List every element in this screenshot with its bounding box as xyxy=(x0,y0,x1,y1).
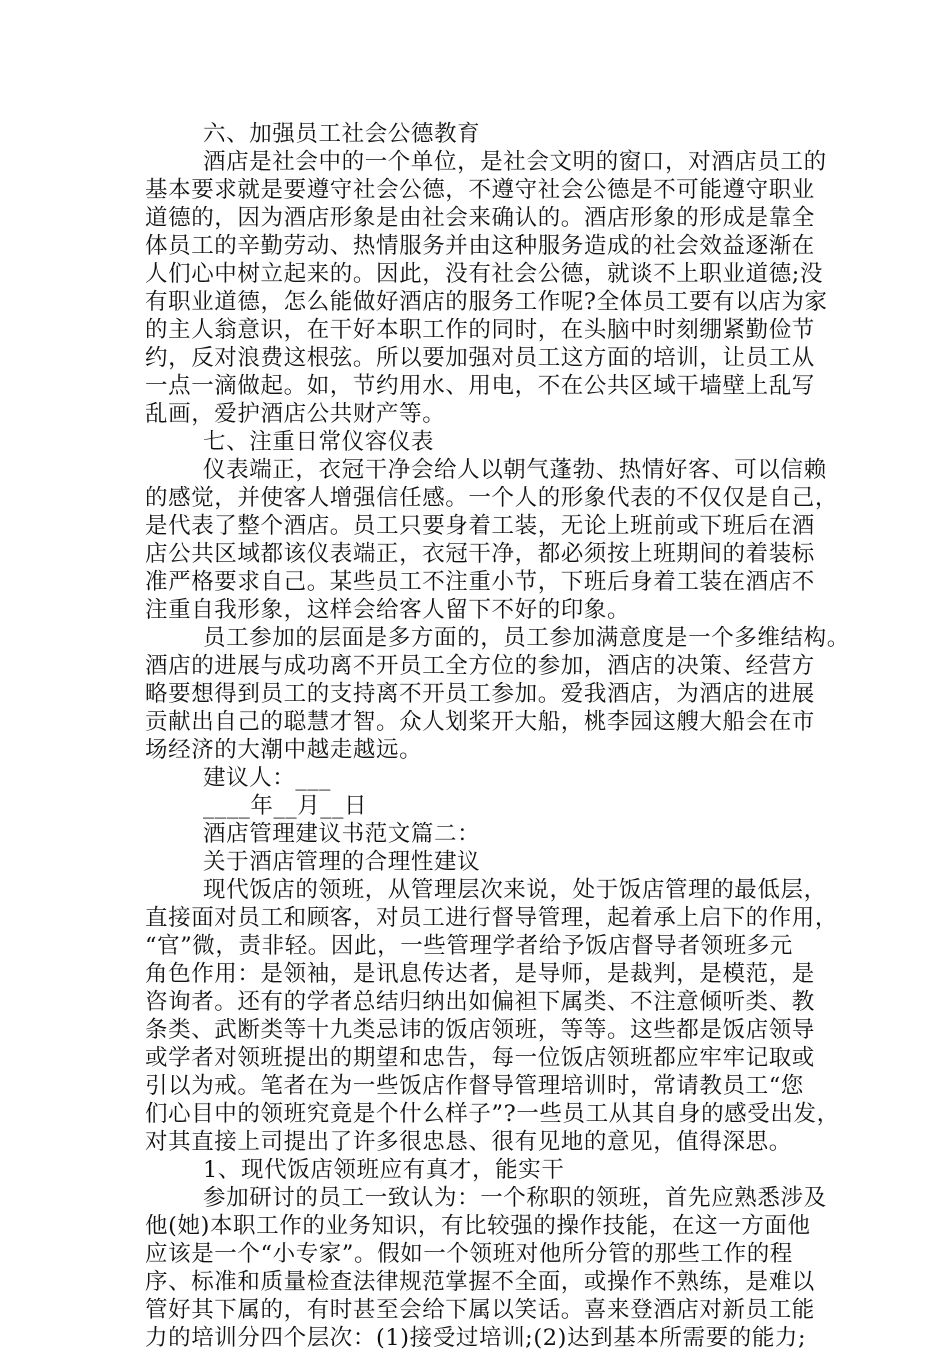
subsection-heading-one: 1、现代饭店领班应有真才，能实干 xyxy=(203,1157,565,1183)
proposer-line: 建议人：___ xyxy=(203,765,331,791)
paragraph-line: 乱画，爱护酒店公共财产等。 xyxy=(145,401,446,427)
paragraph-line: 有职业道德，怎么能做好酒店的服务工作呢?全体员工要有以店为家 xyxy=(145,289,828,315)
paragraph-line: 场经济的大潮中越走越远。 xyxy=(145,737,423,763)
section-heading-six: 六、加强员工社会公德教育 xyxy=(203,121,481,147)
paragraph-line: 参加研讨的员工一致认为：一个称职的领班，首先应熟悉涉及 xyxy=(203,1185,827,1211)
document-body xyxy=(145,120,850,1352)
article-two-subtitle: 关于酒店管理的合理性建议 xyxy=(203,849,481,875)
paragraph-line: 序、标准和质量检查法律规范掌握不全面，或操作不熟练，是难以 xyxy=(145,1269,815,1295)
paragraph-line: 注重自我形象，这样会给客人留下不好的印象。 xyxy=(145,597,631,623)
paragraph-line: 角色作用：是领袖，是讯息传达者，是导师，是裁判，是模范，是 xyxy=(145,961,815,987)
paragraph-line: 对其直接上司提出了许多很忠恳、很有见地的意见，值得深思。 xyxy=(145,1129,792,1155)
paragraph-line: 或学者对领班提出的期望和忠告，每一位饭店领班都应牢牢记取或 xyxy=(145,1045,815,1071)
paragraph-line: 人们心中树立起来的。因此，没有社会公德，就谈不上职业道德;没 xyxy=(145,261,824,287)
paragraph-line: 条类、武断类等十九类忌讳的饭店领班，等等。这些都是饭店领导 xyxy=(145,1017,815,1043)
paragraph-line: 一点一滴做起。如，节约用水、用电，不在公共区域干墙壁上乱写 xyxy=(145,373,815,399)
paragraph-line: 仪表端正，衣冠干净会给人以朝气蓬勃、热情好客、可以信赖 xyxy=(203,457,827,483)
paragraph-line: 管好其下属的，有时甚至会给下属以笑话。喜来登酒店对新员工能 xyxy=(145,1297,815,1323)
paragraph-line: 道德的，因为酒店形象是由社会来确认的。酒店形象的形成是靠全 xyxy=(145,205,815,231)
paragraph-line: 基本要求就是要遵守社会公德，不遵守社会公德是不可能遵守职业 xyxy=(145,177,815,203)
paragraph-line: 贡献出自己的聪慧才智。众人划桨开大船，桃李园这艘大船会在市 xyxy=(145,709,815,735)
paragraph-line: “官”微，责非轻。因此，一些管理学者给予饭店督导者领班多元 xyxy=(145,933,793,959)
paragraph-line: 他(她)本职工作的业务知识，有比较强的操作技能，在这一方面他 xyxy=(145,1213,811,1239)
paragraph-line: 约，反对浪费这根弦。所以要加强对员工这方面的培训，让员工从 xyxy=(145,345,815,371)
paragraph-line: 的主人翁意识，在干好本职工作的同时，在头脑中时刻绷紧勤俭节 xyxy=(145,317,815,343)
paragraph-line: 们心目中的领班究竟是个什么样子”?一些员工从其自身的感受出发， xyxy=(145,1101,840,1127)
paragraph-line: 酒店是社会中的一个单位，是社会文明的窗口，对酒店员工的 xyxy=(203,149,827,175)
paragraph-line: 直接面对员工和顾客，对员工进行督导管理，起着承上启下的作用， xyxy=(145,905,839,931)
paragraph-line: 准严格要求自己。某些员工不注重小节，下班后身着工装在酒店不 xyxy=(145,569,815,595)
paragraph-line: 现代饭店的领班，从管理层次来说，处于饭店管理的最低层， xyxy=(203,877,827,903)
article-two-title: 酒店管理建议书范文篇二： xyxy=(203,821,481,847)
date-line: ____年__月__日 xyxy=(203,793,368,819)
paragraph-line: 咨询者。还有的学者总结归纳出如偏袒下属类、不注意倾听类、教 xyxy=(145,989,815,1015)
paragraph-line: 略要想得到员工的支持离不开员工参加。爱我酒店，为酒店的进展 xyxy=(145,681,815,707)
section-heading-seven: 七、注重日常仪容仪表 xyxy=(203,429,435,455)
paragraph-line: 体员工的辛勤劳动、热情服务并由这种服务造成的社会效益逐渐在 xyxy=(145,233,815,259)
paragraph-line: 力的培训分四个层次：(1)接受过培训;(2)达到基本所需要的能力; xyxy=(145,1325,807,1351)
paragraph-line: 酒店的进展与成功离不开员工全方位的参加，酒店的决策、经营方 xyxy=(145,653,815,679)
paragraph-line: 应该是一个“小专家”。假如一个领班对他所分管的那些工作的程 xyxy=(145,1241,793,1267)
paragraph-line: 是代表了整个酒店。员工只要身着工装，无论上班前或下班后在酒 xyxy=(145,513,815,539)
paragraph-line: 引以为戒。笔者在为一些饭店作督导管理培训时，常请教员工“您 xyxy=(145,1073,804,1099)
paragraph-line: 店公共区域都该仪表端正，衣冠干净，都必须按上班期间的着装标 xyxy=(145,541,815,567)
paragraph-line: 员工参加的层面是多方面的，员工参加满意度是一个多维结构。 xyxy=(203,625,850,651)
paragraph-line: 的感觉，并使客人增强信任感。一个人的形象代表的不仅仅是自己， xyxy=(145,485,839,511)
